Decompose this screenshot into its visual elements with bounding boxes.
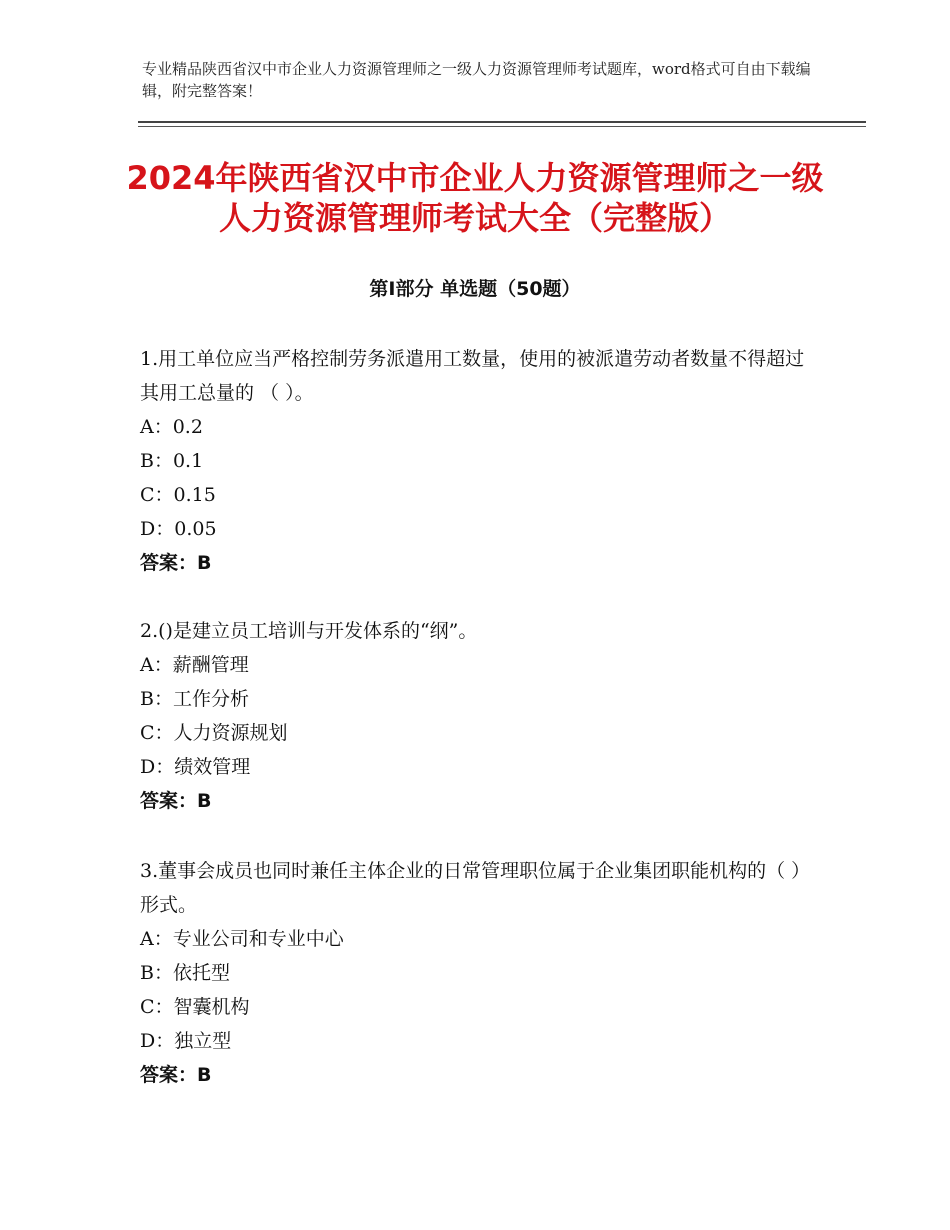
- option-c: C：0.15: [140, 484, 216, 506]
- document-title: 2024年陕西省汉中市企业人力资源管理师之一级人力资源管理师考试大全（完整版）: [126, 159, 824, 237]
- header-note: 专业精品陕西省汉中市企业人力资源管理师之一级人力资源管理师考试题库，word格式可自由下载编辑，附完整答案！: [142, 60, 811, 100]
- answer: 答案：B: [140, 552, 212, 574]
- option-b: B：工作分析: [140, 688, 249, 710]
- question-1: [140, 342, 820, 580]
- question-stem: 2.()是建立员工培训与开发体系的“纲”。: [140, 620, 478, 642]
- answer: 答案：B: [140, 790, 212, 812]
- section-title: 第Ⅰ部分 单选题（50题）: [369, 278, 581, 300]
- question-2: [140, 614, 820, 818]
- question-stem: 1.用工单位应当严格控制劳务派遣用工数量，使用的被派遣劳动者数量不得超过其用工总量的 （ ）。: [140, 348, 805, 404]
- question-3: [140, 854, 820, 1092]
- option-b: B：依托型: [140, 962, 230, 984]
- option-d: D：独立型: [140, 1030, 232, 1052]
- option-d: D：0.05: [140, 518, 217, 540]
- answer: 答案：B: [140, 1064, 212, 1086]
- option-c: C：智囊机构: [140, 996, 250, 1018]
- option-a: A：专业公司和专业中心: [140, 928, 344, 950]
- option-c: C：人力资源规划: [140, 722, 288, 744]
- question-stem: 3.董事会成员也同时兼任主体企业的日常管理职位属于企业集团职能机构的（ ） 形式。: [140, 860, 811, 916]
- header-rule-thick: [138, 121, 866, 123]
- header-rule-thin: [138, 126, 866, 127]
- option-b: B：0.1: [140, 450, 204, 472]
- option-a: A：薪酬管理: [140, 654, 249, 676]
- option-a: A：0.2: [140, 416, 203, 438]
- option-d: D：绩效管理: [140, 756, 251, 778]
